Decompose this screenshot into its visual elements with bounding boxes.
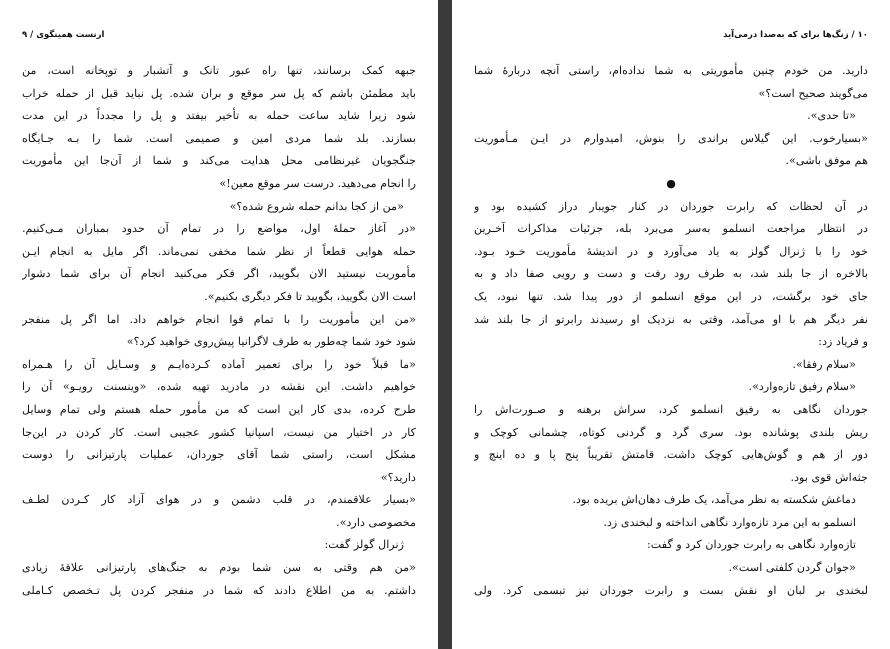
text-line: حمله هوایی قطعاً از نظر شما مخفی نمی‌ماند. اگر مایل به انجام ایـن bbox=[22, 244, 416, 258]
text-line: می‌گویند صحیح است؟» bbox=[758, 86, 868, 100]
text-line: خواهیم داشت. این نقشه در مادرید تهیه شده، «وینسنت رویـو» آن را bbox=[22, 380, 416, 394]
text-line: باید مطمئن باشم که پل سر موقع و بران شده. پل نباید قبل از حمله خراب bbox=[22, 86, 416, 100]
text-line: لبخندی بر لبان او نقش بست و رابرت جوردان نیز تبسمی کرد. ولی bbox=[474, 583, 868, 597]
text-line: مخصوصی دارد». bbox=[336, 515, 416, 529]
text-line: «سلام رفیق تازه‌وارد». bbox=[748, 380, 856, 394]
text-line: مشکل است، راستی شما آقای جوردان، عملیات پارتیزانی را دوست bbox=[22, 448, 416, 462]
text-line: جبهه کمک برسانند، تنها راه عبور تانک و آتشبار و توپخانه است، من bbox=[22, 64, 416, 77]
text-line: است الان بگویید، بگویید تا فکر دیگری بکنیم». bbox=[204, 289, 416, 303]
text-line: دماغش شکسته به نظر می‌آمد، یک طرف دهان‌اش بریده بود. bbox=[572, 493, 856, 507]
text-line: و فریاد زد: bbox=[818, 335, 868, 349]
book-spine bbox=[438, 0, 452, 649]
text-line: خود را با ژنرال گولز به یاد می‌آورد و در اندیشهٔ مأموریت خـود بـود. bbox=[474, 244, 868, 258]
text-line: جای خود برگشت، در این موقع انسلمو از دور پیدا شد. تنها نبود، یک bbox=[474, 289, 868, 303]
right-page-body bbox=[474, 60, 868, 602]
text-line: تازه‌وارد نگاهی به رابرت جوردان کرد و گفت: bbox=[647, 538, 856, 552]
left-page-body bbox=[22, 60, 416, 602]
text-line: را انجام می‌دهید. درست سر موقع معین!» bbox=[219, 176, 416, 190]
text-line: «بسیارخوب. این گیلاس براندی را بنوش، امیدوارم در ایـن مـأموریت bbox=[474, 131, 868, 145]
text-line: «من هم وقتی به سن شما بودم به جنگ‌های پارتیزانی علاقهٔ زیادی bbox=[22, 561, 416, 575]
text-line: ژنرال گولز گفت: bbox=[324, 538, 404, 552]
text-line: «سلام رفقا». bbox=[792, 357, 856, 371]
text-line: «من این مأموریت را با تمام قوا انجام خواهم داد. اما اگر پل منفجر bbox=[22, 312, 416, 326]
text-line: بسازند. بلد شما مردی امین و صمیمی است. شما را بـه جـایگاه bbox=[22, 131, 416, 145]
text-line: «ما قبلاً خود را برای تعمیر آماده کـرده‌ایـم و وسـایل آن را هـمراه bbox=[22, 357, 416, 371]
text-line: کار در اختیار من نیست، اسپانیا کشور عجیبی است. کار کردن در این‌جا bbox=[22, 425, 416, 439]
left-page-header: ارنست همینگوی / ۹ bbox=[22, 30, 105, 40]
text-line: داشتم. به من اطلاع دادند که شما در منفجر کردن پل تـخصص کـاملی bbox=[22, 583, 416, 597]
text-line: شود خود شما چه‌طور به طرف لاگرانیا پیش‌روی خواهید کرد؟» bbox=[126, 335, 416, 349]
text-line: نفر دیگر هم با او می‌آمد، وقتی به نزدیک او رسیدند رابرتو از جا بلند شد bbox=[474, 312, 868, 326]
text-line: دارید؟» bbox=[380, 470, 416, 484]
right-page-header: ۱۰ / زنگ‌ها برای که به‌صدا درمی‌آید bbox=[723, 30, 868, 40]
text-line: بالاخره از جا بلند شد، به طرف رود رفت و دست و رویی صفا داد و به bbox=[474, 267, 868, 281]
text-line: جنگجویان غیرنظامی محل هدایت می‌کند و شما از آن‌جا این مأموریت bbox=[22, 154, 416, 168]
section-separator: ● bbox=[666, 176, 676, 190]
text-line: شود زیرا شاید ساعت حمله به تأخیر بیفتد و پل را مجدداً در این مدت bbox=[22, 109, 416, 123]
text-line: در آن لحظات که رابرت جوردان در کنار جویبار دراز کشیده بود و bbox=[474, 199, 868, 213]
text-line: طرح کرده، بدی کار این است که من مأمور حمله هستم ولی تمام وسایل bbox=[22, 402, 416, 416]
text-line: جوردان نگاهی به رفیق انسلمو کرد، سراش برهنه و صـورت‌اش را bbox=[474, 402, 868, 416]
text-line: «بسیار علاقمندم، در قلب دشمن و در هوای آزاد کار کـردن لطـف bbox=[22, 493, 416, 507]
text-line: انسلمو به این مرد تازه‌وارد نگاهی انداخته و لبخندی زد. bbox=[603, 515, 856, 529]
text-line: دور از هم و گوش‌هایی کوچک داشت. قامتش تقریباً پنج پا و ده اینچ و bbox=[474, 448, 868, 462]
text-line: جثه‌اش قوی بود. bbox=[790, 470, 868, 484]
text-line: «من از کجا بدانم حمله شروع شده؟» bbox=[229, 199, 404, 213]
left-page bbox=[0, 0, 438, 649]
text-line: دارید. من خودم چنین مأموریتی به شما نداده‌ام، راستی آنچه دربارهٔ شما bbox=[474, 64, 868, 77]
text-line: ریش بلندی پوشانده بود. سری گرد و گردنی کوتاه، چشمانی کوچک و bbox=[474, 425, 868, 439]
text-line: «در آغاز حملهٔ اول، مواضع را در تمام آن حدود بمباران مـی‌کنیم. bbox=[22, 222, 416, 236]
right-page bbox=[452, 0, 890, 649]
text-line: مأموریت نیستید الان بگویید، اگر فکر می‌کنید انجام آن برای شما دشوار bbox=[22, 267, 416, 281]
text-line: «تا حدی». bbox=[807, 109, 856, 123]
text-line: در انتظار مراجعت انسلمو به‌سر می‌برد بله، جزئیات مذاکرات آخـرین bbox=[474, 222, 868, 236]
text-line: «جوان گردن کلفتی است». bbox=[728, 561, 856, 575]
text-line: هم موفق باشی». bbox=[785, 154, 868, 168]
